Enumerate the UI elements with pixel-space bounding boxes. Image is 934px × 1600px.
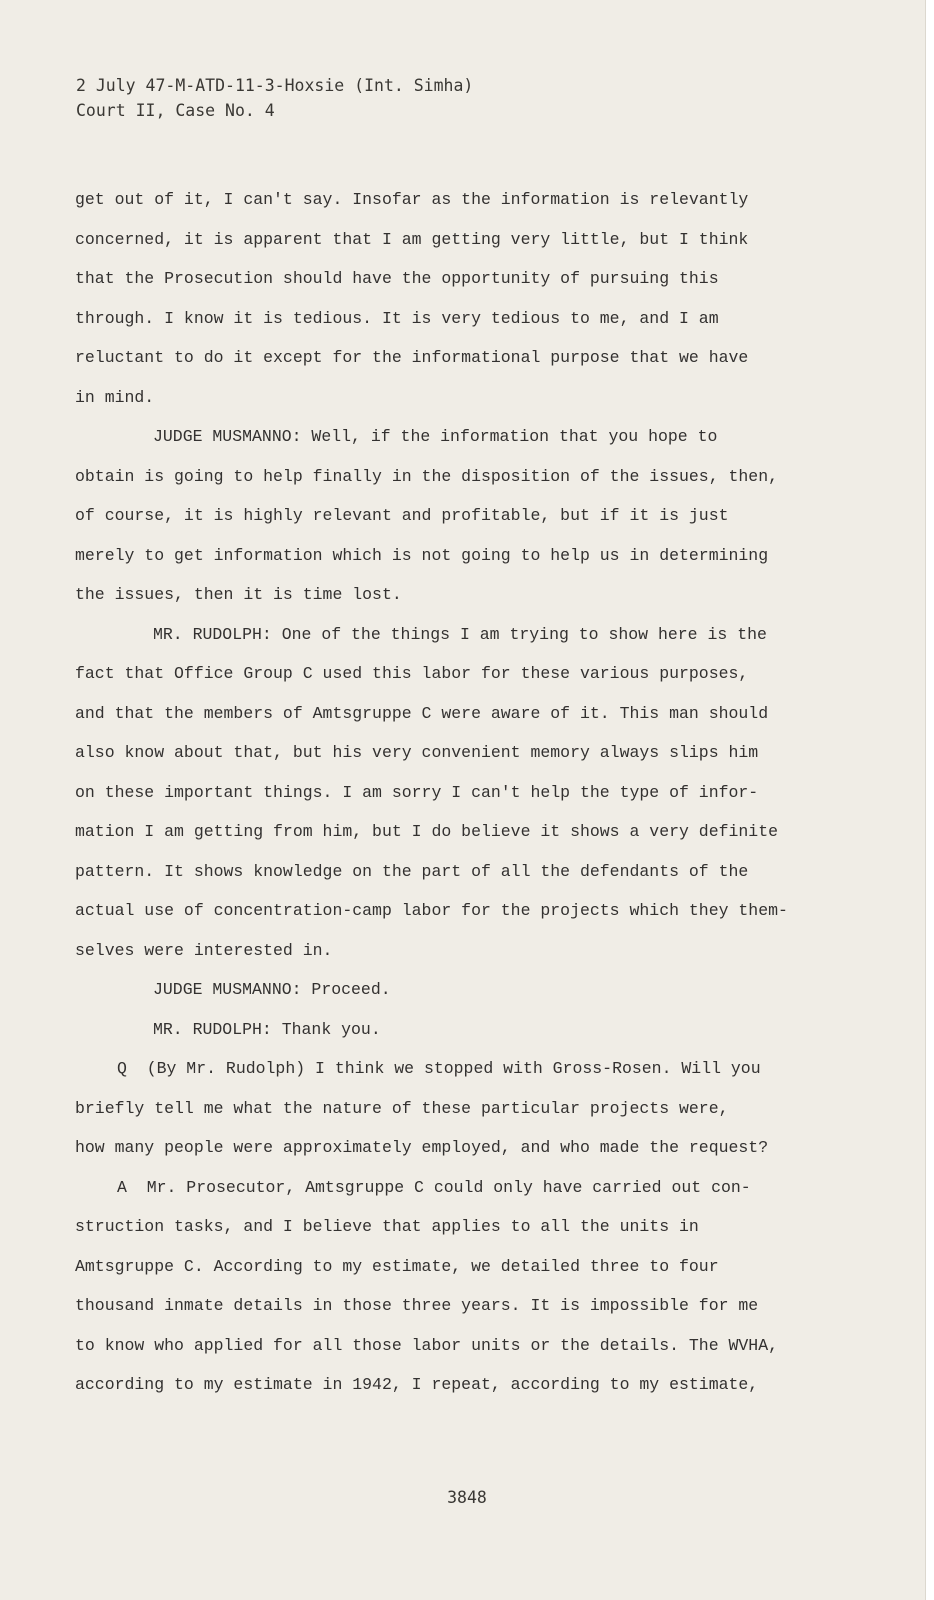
- text-line: according to my estimate in 1942, I repeat, according to my estimate,: [75, 1375, 759, 1394]
- page-edge: [925, 0, 934, 1600]
- text-line: how many people were approximately employed, and who made the request?: [75, 1138, 769, 1157]
- text-line: the issues, then it is time lost.: [75, 585, 402, 604]
- speaker-line-prosecutor: MR. RUDOLPH: One of the things I am trying to show here is the: [153, 624, 767, 644]
- text-line: merely to get information which is not going to help us in determining: [75, 545, 769, 565]
- text-line: actual use of concentration-camp labor for the projects which they them-: [75, 901, 788, 920]
- speaker-line-prosecutor: MR. RUDOLPH: Thank you.: [153, 1019, 381, 1039]
- text-line: through. I know it is tedious. It is very tedious to me, and I am: [75, 308, 719, 328]
- text-line: that the Prosecution should have the opportunity of pursuing this: [75, 269, 719, 288]
- text-line: concerned, it is apparent that I am getting very little, but I think: [75, 229, 749, 249]
- question-line: Q (By Mr. Rudolph) I think we stopped with Gross-Rosen. Will you: [117, 1059, 761, 1078]
- text-line: obtain is going to help finally in the disposition of the issues, then,: [75, 466, 779, 486]
- text-line: get out of it, I can't say. Insofar as the information is relevantly: [75, 190, 749, 209]
- answer-line: A Mr. Prosecutor, Amtsgruppe C could only have carried out con-: [117, 1177, 751, 1197]
- text-line: and that the members of Amtsgruppe C were aware of it. This man should: [75, 703, 769, 723]
- transcript-body: [75, 180, 815, 1405]
- text-line: selves were interested in.: [75, 940, 333, 960]
- page-number: 3848: [447, 1488, 487, 1507]
- text-line: fact that Office Group C used this labor for these various purposes,: [75, 664, 749, 683]
- header-line-court: Court II, Case No. 4: [76, 101, 275, 120]
- text-line: thousand inmate details in those three years. It is impossible for me: [75, 1296, 759, 1315]
- text-line: struction tasks, and I believe that applies to all the units in: [75, 1217, 699, 1236]
- text-line: briefly tell me what the nature of these particular projects were,: [75, 1098, 729, 1118]
- text-line: in mind.: [75, 387, 155, 407]
- text-line: of course, it is highly relevant and profitable, but if it is just: [75, 506, 729, 525]
- text-line: Amtsgruppe C. According to my estimate, we detailed three to four: [75, 1256, 719, 1276]
- speaker-line-judge: JUDGE MUSMANNO: Proceed.: [153, 980, 391, 999]
- text-line: on these important things. I am sorry I can't help the type of infor-: [75, 782, 759, 802]
- text-line: to know who applied for all those labor units or the details. The WVHA,: [75, 1335, 779, 1355]
- text-line: pattern. It shows knowledge on the part of all the defendants of the: [75, 861, 749, 881]
- page-header: [76, 73, 473, 123]
- text-line: also know about that, but his very convenient memory always slips him: [75, 743, 759, 762]
- speaker-line-judge: JUDGE MUSMANNO: Well, if the information that you hope to: [153, 427, 718, 446]
- text-line: reluctant to do it except for the informational purpose that we have: [75, 348, 749, 367]
- header-line-date: 2 July 47-M-ATD-11-3-Hoxsie (Int. Simha): [76, 76, 474, 95]
- text-line: mation I am getting from him, but I do believe it shows a very definite: [75, 822, 779, 841]
